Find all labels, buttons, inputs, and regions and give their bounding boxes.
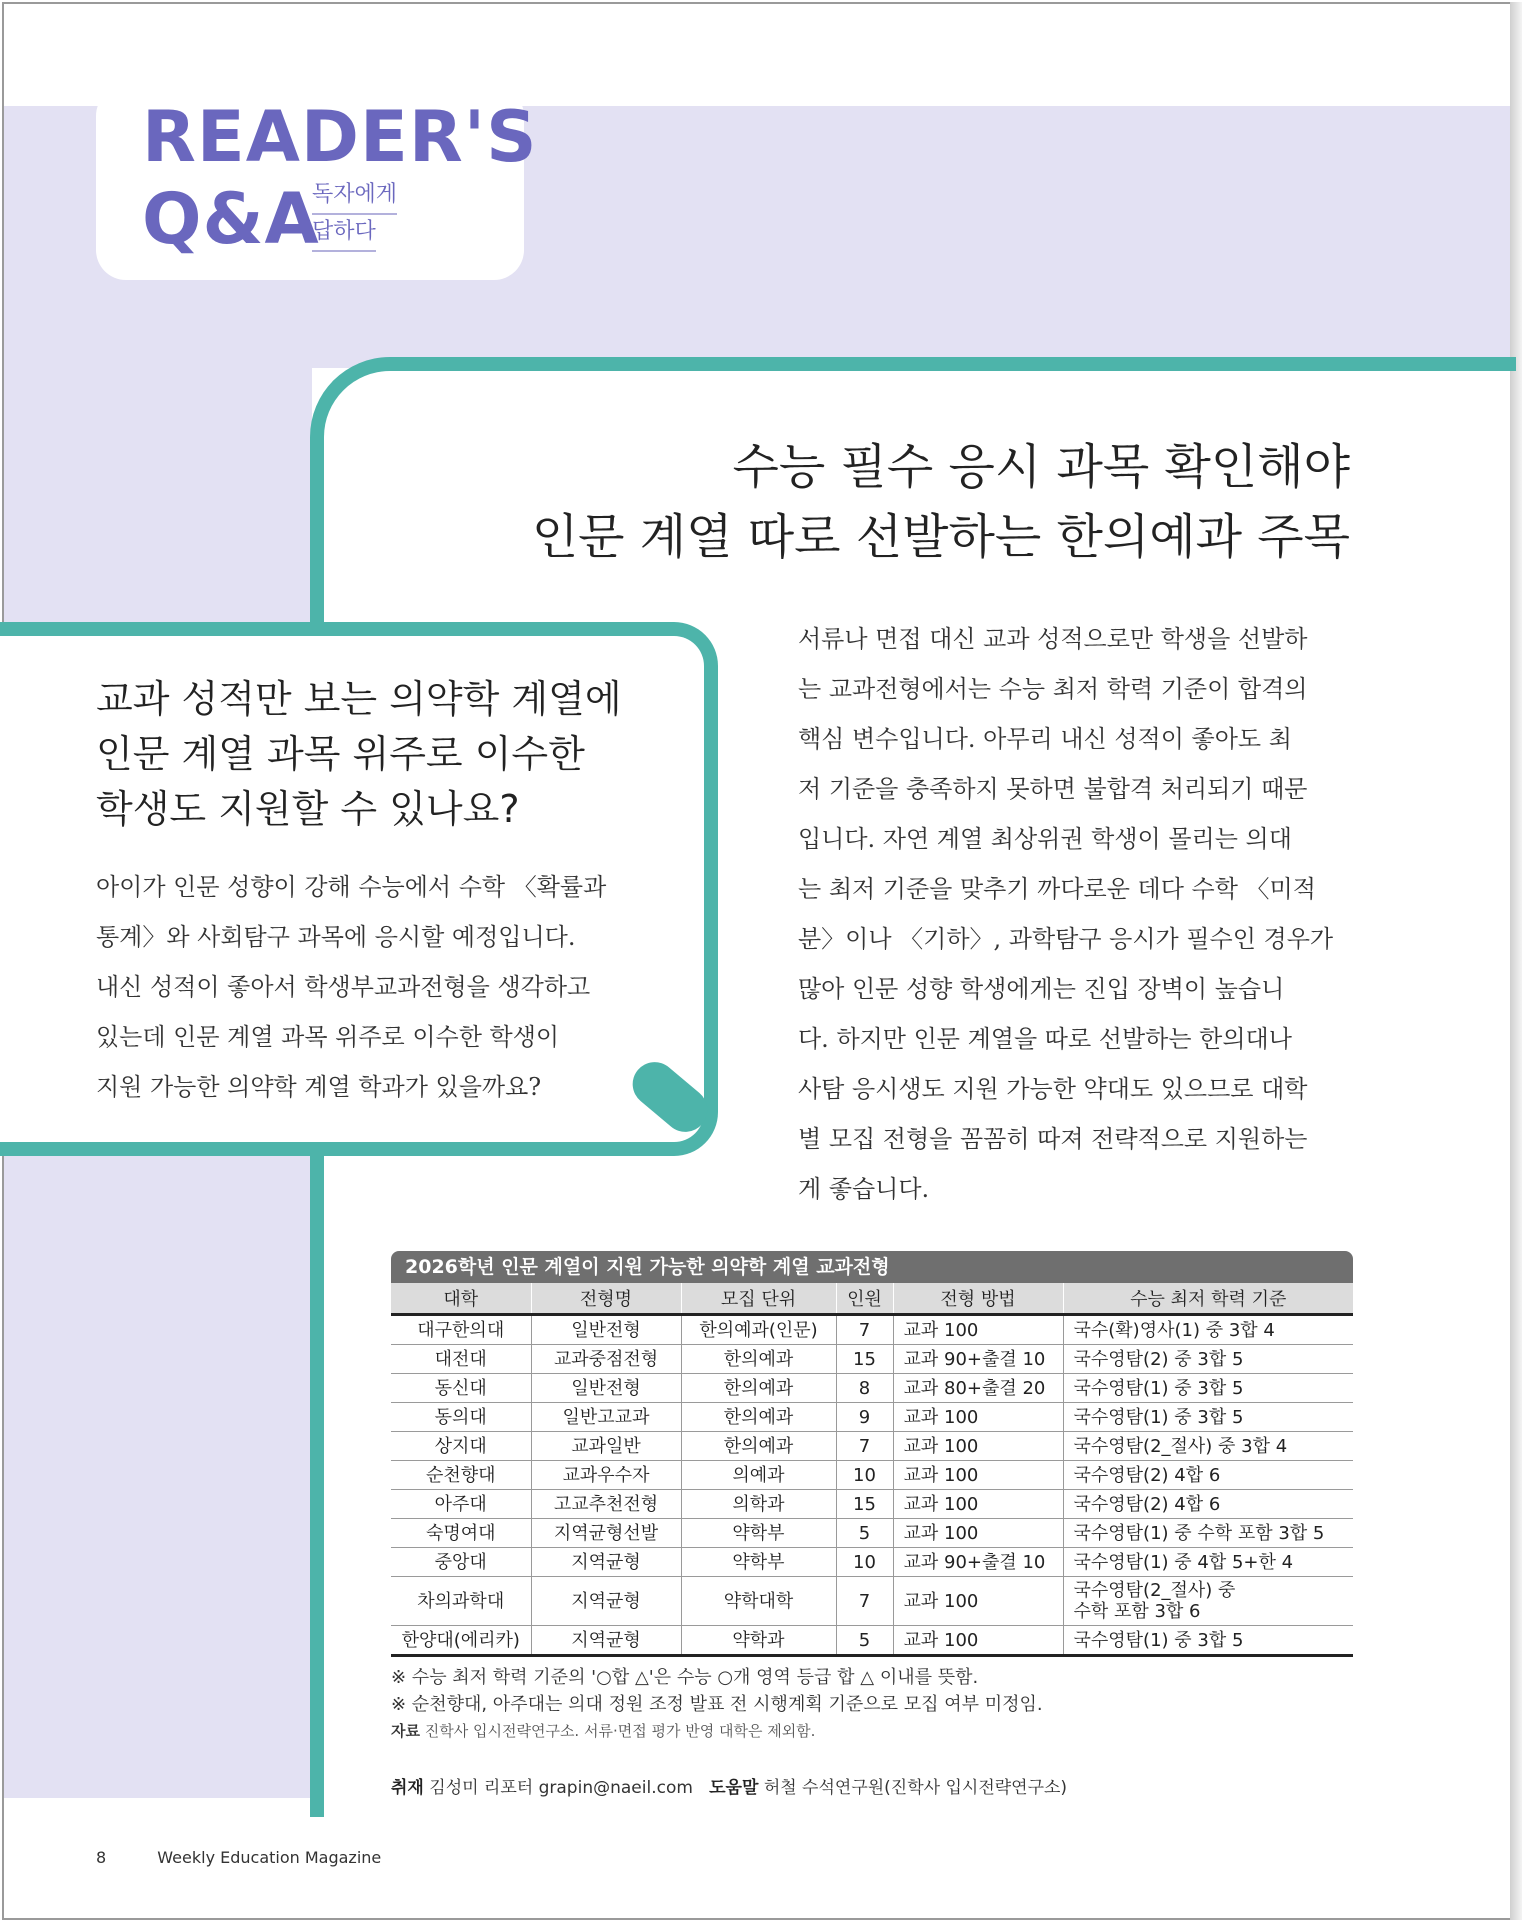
table-cell: 한의예과 [681, 1432, 836, 1461]
table-cell: 5 [836, 1519, 893, 1548]
table-title: 2026학년 인문 계열이 지원 가능한 의약학 계열 교과전형 [391, 1251, 1353, 1283]
answer-body-line: 게 좋습니다. [798, 1175, 930, 1203]
table-cell: 지역균형 [531, 1577, 681, 1626]
table-cell: 5 [836, 1626, 893, 1656]
table-cell: 국수영탐(2) 4합 6 [1063, 1461, 1353, 1490]
table-cell: 지역균형 [531, 1548, 681, 1577]
table-cell: 교과우수자 [531, 1461, 681, 1490]
column-header: 전형 방법 [893, 1283, 1063, 1315]
table-cell: 중앙대 [391, 1548, 531, 1577]
table-cell: 약학대학 [681, 1577, 836, 1626]
headline-line1: 수능 필수 응시 과목 확인해야 [732, 439, 1350, 495]
table-cell: 동신대 [391, 1374, 531, 1403]
table-cell: 교과 100 [893, 1432, 1063, 1461]
table-row [391, 1548, 1353, 1577]
logo-line2: Q&A [142, 178, 320, 260]
table-cell: 교과 100 [893, 1461, 1063, 1490]
table-cell: 교과 100 [893, 1577, 1063, 1626]
table-row [391, 1403, 1353, 1432]
magazine-name: Weekly Education Magazine [157, 1848, 382, 1867]
table-row [391, 1626, 1353, 1656]
table-row [391, 1577, 1353, 1626]
table-cell: 국수영탐(2) 중 3합 5 [1063, 1345, 1353, 1374]
table-note: ※ 순천향대, 아주대는 의대 정원 조정 발표 전 시행계획 기준으로 모집 여부 미정임. [391, 1694, 1043, 1715]
helper-label: 도움말 [709, 1778, 759, 1798]
question-body-line: 통계〉와 사회탐구 과목에 응시할 예정입니다. [96, 923, 576, 951]
table-cell: 교과일반 [531, 1432, 681, 1461]
table-cell: 일반전형 [531, 1374, 681, 1403]
column-header: 전형명 [531, 1283, 681, 1315]
table-cell: 의예과 [681, 1461, 836, 1490]
question-title [96, 672, 622, 837]
page-number: 8 [96, 1848, 107, 1867]
table-cell: 교과 100 [893, 1315, 1063, 1345]
table-cell: 한의예과(인문) [681, 1315, 836, 1345]
logo-sub1: 독자에게 [312, 178, 397, 215]
table-cell: 국수영탐(2) 4합 6 [1063, 1490, 1353, 1519]
answer-body-line: 사탐 응시생도 지원 가능한 약대도 있으므로 대학 [798, 1075, 1308, 1103]
table-cell: 교과 100 [893, 1519, 1063, 1548]
table-cell: 교과 100 [893, 1403, 1063, 1432]
table-cell: 한의예과 [681, 1374, 836, 1403]
table-cell: 국수영탐(1) 중 4합 5+한 4 [1063, 1548, 1353, 1577]
reporter-label: 취재 [391, 1778, 424, 1798]
table-row [391, 1519, 1353, 1548]
table-cell: 의학과 [681, 1490, 836, 1519]
table-cell: 약학부 [681, 1519, 836, 1548]
table-cell: 대구한의대 [391, 1315, 531, 1345]
question-body-line: 지원 가능한 의약학 계열 학과가 있을까요? [96, 1073, 542, 1101]
answer-body-line: 핵심 변수입니다. 아무리 내신 성적이 좋아도 최 [798, 725, 1292, 753]
table-cell: 일반전형 [531, 1315, 681, 1345]
answer-body-line: 다. 하지만 인문 계열을 따로 선발하는 한의대나 [798, 1025, 1292, 1053]
table-cell: 국수영탐(1) 중 3합 5 [1063, 1374, 1353, 1403]
table-cell: 교과 90+출결 10 [893, 1345, 1063, 1374]
table-cell: 8 [836, 1374, 893, 1403]
answer-body-line: 많아 인문 성향 학생에게는 진입 장벽이 높습니 [798, 975, 1285, 1003]
source-text: 진학사 입시전략연구소. 서류·면접 평가 반영 대학은 제외함. [424, 1722, 816, 1740]
table-cell: 약학부 [681, 1548, 836, 1577]
helper-text: 허철 수석연구원(진학사 입시전략연구소) [763, 1778, 1068, 1798]
table-cell: 국수영탐(1) 중 3합 5 [1063, 1403, 1353, 1432]
question-body-line: 아이가 인문 성향이 강해 수능에서 수학 〈확률과 [96, 873, 607, 901]
table-cell: 한의예과 [681, 1345, 836, 1374]
table-cell: 교과 90+출결 10 [893, 1548, 1063, 1577]
table-grid [391, 1283, 1353, 1657]
table-cell: 9 [836, 1403, 893, 1432]
answer-body-line: 는 최저 기준을 맞추기 까다로운 데다 수학 〈미적 [798, 875, 1316, 903]
table-cell: 지역균형선발 [531, 1519, 681, 1548]
table-cell: 10 [836, 1548, 893, 1577]
table-cell: 교과 100 [893, 1626, 1063, 1656]
question-title-line: 인문 계열 과목 위주로 이수한 [96, 732, 585, 776]
table-cell: 지역균형 [531, 1626, 681, 1656]
table-cell: 국수영탐(2_절사) 중 3합 4 [1063, 1432, 1353, 1461]
admissions-table [391, 1251, 1353, 1657]
table-cell: 15 [836, 1345, 893, 1374]
column-header: 수능 최저 학력 기준 [1063, 1283, 1353, 1315]
table-cell: 순천향대 [391, 1461, 531, 1490]
table-cell: 7 [836, 1577, 893, 1626]
logo-sub2: 답하다 [312, 215, 376, 252]
table-note: ※ 수능 최저 학력 기준의 '○합 △'은 수능 ○개 영역 등급 합 △ 이내를 뜻함. [391, 1667, 979, 1688]
table-cell: 일반고교과 [531, 1403, 681, 1432]
answer-body-line: 별 모집 전형을 꼼꼼히 따져 전략적으로 지원하는 [798, 1125, 1308, 1153]
question-title-line: 학생도 지원할 수 있나요? [96, 787, 520, 831]
table-cell: 7 [836, 1315, 893, 1345]
question-body-line: 있는데 인문 계열 과목 위주로 이수한 학생이 [96, 1023, 560, 1051]
question-title-line: 교과 성적만 보는 의약학 계열에 [96, 677, 622, 721]
table-notes [391, 1664, 1043, 1745]
table-header-row [391, 1283, 1353, 1315]
table-cell: 숙명여대 [391, 1519, 531, 1548]
table-body [391, 1315, 1353, 1656]
answer-body-line: 서류나 면접 대신 교과 성적으로만 학생을 선발하 [798, 625, 1308, 653]
table-cell: 국수(확)영사(1) 중 3합 4 [1063, 1315, 1353, 1345]
column-header: 인원 [836, 1283, 893, 1315]
answer-body-line: 입니다. 자연 계열 최상위권 학생이 몰리는 의대 [798, 825, 1292, 853]
answer-body-line: 저 기준을 충족하지 못하면 불합격 처리되기 때문 [798, 775, 1308, 803]
table-cell: 국수영탐(1) 중 수학 포함 3합 5 [1063, 1519, 1353, 1548]
table-cell: 교과중점전형 [531, 1345, 681, 1374]
table-cell: 한양대(에리카) [391, 1626, 531, 1656]
question-body-line: 내신 성적이 좋아서 학생부교과전형을 생각하고 [96, 973, 591, 1001]
headline [532, 432, 1350, 572]
table-cell: 교과 100 [893, 1490, 1063, 1519]
headline-line2: 인문 계열 따로 선발하는 한의예과 주목 [531, 509, 1350, 565]
source-label: 자료 [391, 1722, 420, 1740]
table-cell: 15 [836, 1490, 893, 1519]
question-body [96, 862, 656, 1112]
table-cell: 7 [836, 1432, 893, 1461]
table-cell: 상지대 [391, 1432, 531, 1461]
column-header: 대학 [391, 1283, 531, 1315]
table-cell: 아주대 [391, 1490, 531, 1519]
table-cell: 한의예과 [681, 1403, 836, 1432]
answer-body [798, 614, 1350, 1214]
table-cell: 교과 80+출결 20 [893, 1374, 1063, 1403]
logo-subtitle [312, 178, 397, 252]
table-row [391, 1490, 1353, 1519]
article-credits [391, 1773, 1067, 1798]
table-row [391, 1432, 1353, 1461]
reporter-text: 김성미 리포터 grapin@naeil.com [429, 1778, 693, 1798]
page-footer [96, 1848, 381, 1867]
table-cell: 대전대 [391, 1345, 531, 1374]
table-cell: 고교추천전형 [531, 1490, 681, 1519]
answer-body-line: 는 교과전형에서는 수능 최저 학력 기준이 합격의 [798, 675, 1308, 703]
table-cell: 국수영탐(2_절사) 중 수학 포함 3합 6 [1063, 1577, 1353, 1626]
table-row [391, 1374, 1353, 1403]
table-source [391, 1718, 1043, 1745]
table-cell: 차의과학대 [391, 1577, 531, 1626]
table-row [391, 1461, 1353, 1490]
table-cell: 10 [836, 1461, 893, 1490]
column-header: 모집 단위 [681, 1283, 836, 1315]
logo-line1: READER'S [142, 96, 538, 178]
table-cell: 약학과 [681, 1626, 836, 1656]
table-cell: 동의대 [391, 1403, 531, 1432]
answer-body-line: 분〉이나 〈기하〉, 과학탐구 응시가 필수인 경우가 [798, 925, 1334, 953]
table-cell: 국수영탐(1) 중 3합 5 [1063, 1626, 1353, 1656]
table-row [391, 1315, 1353, 1345]
table-row [391, 1345, 1353, 1374]
